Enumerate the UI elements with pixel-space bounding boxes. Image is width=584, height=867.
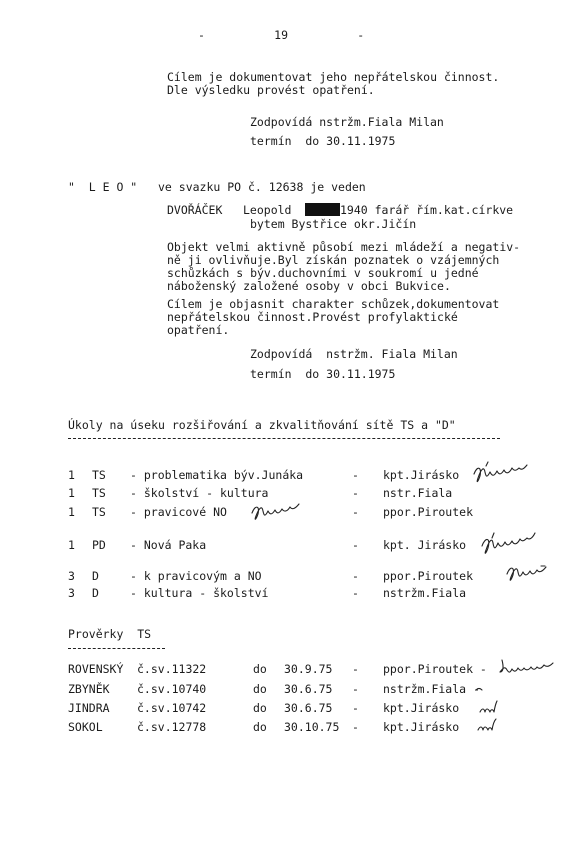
task-count: 1 bbox=[68, 486, 75, 500]
task-topic: - školství - kultura bbox=[130, 486, 269, 500]
task-type: D bbox=[92, 569, 99, 583]
task-count: 1 bbox=[68, 505, 75, 519]
task-officer: nstr.Fiala bbox=[383, 486, 453, 500]
responsible-line-1: Zodpovídá nstržm.Fiala Milan bbox=[250, 115, 444, 129]
check-do: do bbox=[253, 682, 267, 696]
check-do: do bbox=[253, 701, 267, 715]
check-file-number: č.sv.11322 bbox=[137, 662, 207, 676]
tasks-title: Úkoly na úseku rozšiřování a zkvalitňování sítě TS a "D" bbox=[68, 418, 456, 432]
checks-title: Prověrky TS bbox=[68, 627, 152, 641]
task-type: TS bbox=[92, 486, 106, 500]
task-dash: - bbox=[352, 538, 359, 552]
task-topic: - problematika býv.Junáka bbox=[130, 468, 304, 482]
body-p2-line-2: nepřátelskou činnost.Provést profylaktické bbox=[167, 310, 458, 324]
responsible-line-2: Zodpovídá nstržm. Fiala Milan bbox=[250, 347, 458, 361]
deadline-line-2: termín do 30.11.1975 bbox=[250, 367, 396, 381]
task-dash: - bbox=[352, 486, 359, 500]
task-officer: ppor.Piroutek bbox=[383, 505, 474, 519]
task-topic: - Nová Paka bbox=[130, 538, 207, 552]
check-officer: nstržm.Fiala - bbox=[383, 682, 480, 696]
task-topic: - pravicové NO bbox=[130, 505, 227, 519]
leo-header: " L E O " ve svazku PO č. 12638 je veden bbox=[68, 180, 366, 194]
check-dash: - bbox=[352, 720, 359, 734]
task-officer: kpt.Jirásko bbox=[383, 468, 460, 482]
check-date: 30.6.75 bbox=[284, 701, 333, 715]
goal-line-1: Cílem je dokumentovat jeho nepřátelskou činnost. bbox=[167, 70, 500, 84]
handwritten-annotation-icon bbox=[478, 530, 556, 558]
task-type: TS bbox=[92, 468, 106, 482]
check-officer: kpt.Jirásko bbox=[383, 701, 460, 715]
handwritten-annotation-icon bbox=[503, 560, 565, 584]
checks-divider bbox=[68, 648, 165, 649]
task-topic: - k pravicovým a NO bbox=[130, 569, 262, 583]
check-file-number: č.sv.10742 bbox=[137, 701, 207, 715]
handwritten-annotation-icon bbox=[472, 678, 492, 696]
check-date: 30.10.75 bbox=[284, 720, 340, 734]
goal-line-2: Dle výsledku provést opatření. bbox=[167, 83, 375, 97]
check-file-number: č.sv.10740 bbox=[137, 682, 207, 696]
body-p1-line-4: náboženský založené osoby v obci Bukvice. bbox=[167, 279, 451, 293]
task-count: 3 bbox=[68, 586, 75, 600]
check-do: do bbox=[253, 662, 267, 676]
check-name: SOKOL bbox=[68, 720, 103, 734]
check-file-number: č.sv.12778 bbox=[137, 720, 207, 734]
check-name: ROVENSKÝ bbox=[68, 662, 124, 676]
deadline-line-1: termín do 30.11.1975 bbox=[250, 134, 396, 148]
page-number: - 19 - bbox=[198, 28, 365, 42]
check-dash: - bbox=[352, 662, 359, 676]
task-count: 1 bbox=[68, 468, 75, 482]
task-type: TS bbox=[92, 505, 106, 519]
check-name: ZBYNĚK bbox=[68, 682, 110, 696]
tasks-divider bbox=[68, 438, 500, 439]
handwritten-annotation-icon bbox=[248, 500, 318, 524]
handwritten-annotation-icon bbox=[470, 460, 550, 486]
body-p1-line-3: schůzkách s býv.duchovními v soukromí u jedné bbox=[167, 266, 479, 280]
subject-residence: bytem Bystřice okr.Jičín bbox=[250, 217, 417, 231]
task-count: 3 bbox=[68, 569, 75, 583]
subject-birth-year-occupation: 1940 farář řím.kat.církve bbox=[340, 203, 514, 217]
check-date: 30.9.75 bbox=[284, 662, 333, 676]
redaction-bar bbox=[305, 203, 340, 216]
task-count: 1 bbox=[68, 538, 75, 552]
body-p2-line-1: Cílem je objasnit charakter schůzek,dokumentovat bbox=[167, 297, 500, 311]
handwritten-annotation-icon bbox=[478, 700, 500, 718]
check-dash: - bbox=[352, 682, 359, 696]
check-officer: ppor.Piroutek - bbox=[383, 662, 487, 676]
task-officer: nstržm.Fiala bbox=[383, 586, 467, 600]
check-dash: - bbox=[352, 701, 359, 715]
check-officer: kpt.Jirásko bbox=[383, 720, 460, 734]
task-dash: - bbox=[352, 586, 359, 600]
handwritten-annotation-icon bbox=[476, 718, 502, 736]
body-p2-line-3: opatření. bbox=[167, 323, 230, 337]
check-name: JINDRA bbox=[68, 701, 110, 715]
check-date: 30.6.75 bbox=[284, 682, 333, 696]
task-dash: - bbox=[352, 468, 359, 482]
body-p1-line-2: ně ji ovlivňuje.Byl získán poznatek o vzájemných bbox=[167, 253, 500, 267]
task-officer: ppor.Piroutek bbox=[383, 569, 474, 583]
task-dash: - bbox=[352, 505, 359, 519]
subject-given-name: Leopold bbox=[243, 203, 292, 217]
check-do: do bbox=[253, 720, 267, 734]
task-type: PD bbox=[92, 538, 106, 552]
task-topic: - kultura - školství bbox=[130, 586, 269, 600]
task-type: D bbox=[92, 586, 99, 600]
body-p1-line-1: Objekt velmi aktivně působí mezi mládeží a negativ- bbox=[167, 240, 521, 254]
subject-surname: DVOŘÁČEK bbox=[167, 203, 223, 217]
task-officer: kpt. Jirásko bbox=[383, 538, 467, 552]
task-dash: - bbox=[352, 569, 359, 583]
handwritten-annotation-icon bbox=[497, 656, 567, 678]
